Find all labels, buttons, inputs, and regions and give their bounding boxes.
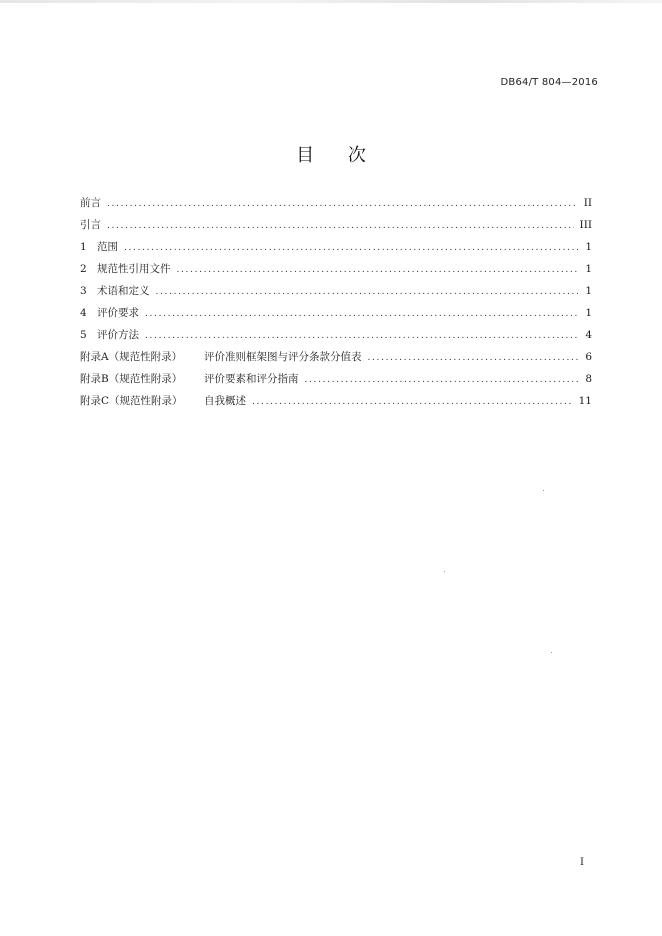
- standard-code: DB64/T 804—2016: [500, 77, 598, 88]
- toc-entry-annex-b[interactable]: [80, 372, 592, 394]
- toc-leader: [107, 219, 574, 233]
- toc-leader: [145, 329, 578, 343]
- toc-leader: [107, 197, 578, 211]
- toc-entry-normative-references[interactable]: [80, 262, 592, 284]
- toc-entry-page: 6: [585, 351, 592, 363]
- toc-entry-label: 引言: [80, 219, 101, 231]
- scan-edge: [0, 0, 662, 3]
- toc-entry-annex-prefix: 附录C（规范性附录）: [80, 395, 183, 407]
- toc-entry-annex-prefix: 附录A（规范性附录）: [80, 351, 183, 363]
- toc-entry-scope[interactable]: [80, 240, 592, 262]
- toc-entry-page: 1: [585, 285, 592, 297]
- toc-entry-annex-a[interactable]: [80, 350, 592, 372]
- toc-entry-annex-c[interactable]: [80, 394, 592, 416]
- toc-entry-page: 4: [585, 329, 592, 341]
- toc-entry-methods[interactable]: [80, 328, 592, 350]
- toc-entry-terms[interactable]: [80, 284, 592, 306]
- toc-list: [80, 196, 592, 416]
- toc-entry-page: 1: [585, 307, 592, 319]
- scan-speck: [551, 652, 552, 653]
- toc-leader: [145, 307, 578, 321]
- toc-entry-annex-prefix: 附录B（规范性附录）: [80, 373, 183, 385]
- toc-leader: [124, 241, 578, 255]
- toc-entry-requirements[interactable]: [80, 306, 592, 328]
- scan-speck: [444, 571, 445, 572]
- toc-entry-page: II: [583, 197, 592, 209]
- toc-entry-number: 2: [80, 263, 87, 275]
- toc-entry-label: 范围: [97, 241, 118, 253]
- toc-entry-page: 8: [585, 373, 592, 385]
- toc-leader: [305, 373, 579, 387]
- toc-entry-page: 1: [585, 241, 592, 253]
- toc-entry-label: 术语和定义: [97, 285, 150, 297]
- toc-leader: [252, 395, 573, 409]
- toc-entry-introduction[interactable]: [80, 218, 592, 240]
- toc-entry-label: 自我概述: [204, 395, 246, 407]
- toc-title: 目 次: [296, 145, 380, 166]
- toc-entry-number: 3: [80, 285, 87, 297]
- page-number: I: [580, 857, 584, 868]
- toc-entry-page: III: [579, 219, 592, 231]
- toc-leader: [177, 263, 579, 277]
- scan-speck: [543, 490, 544, 491]
- toc-entry-foreword[interactable]: [80, 196, 592, 218]
- toc-entry-label: 评价准则框架图与评分条款分值表: [204, 351, 362, 363]
- toc-entry-label: 前言: [80, 197, 101, 209]
- toc-leader: [156, 285, 579, 299]
- toc-entry-label: 规范性引用文件: [97, 263, 171, 275]
- toc-entry-number: 4: [80, 307, 87, 319]
- toc-entry-page: 11: [578, 395, 592, 407]
- toc-entry-number: 1: [80, 241, 87, 253]
- toc-entry-label: 评价要素和评分指南: [204, 373, 299, 385]
- toc-entry-label: 评价要求: [97, 307, 139, 319]
- toc-entry-page: 1: [585, 263, 592, 275]
- toc-leader: [368, 351, 579, 365]
- toc-entry-number: 5: [80, 329, 87, 341]
- toc-entry-label: 评价方法: [97, 329, 139, 341]
